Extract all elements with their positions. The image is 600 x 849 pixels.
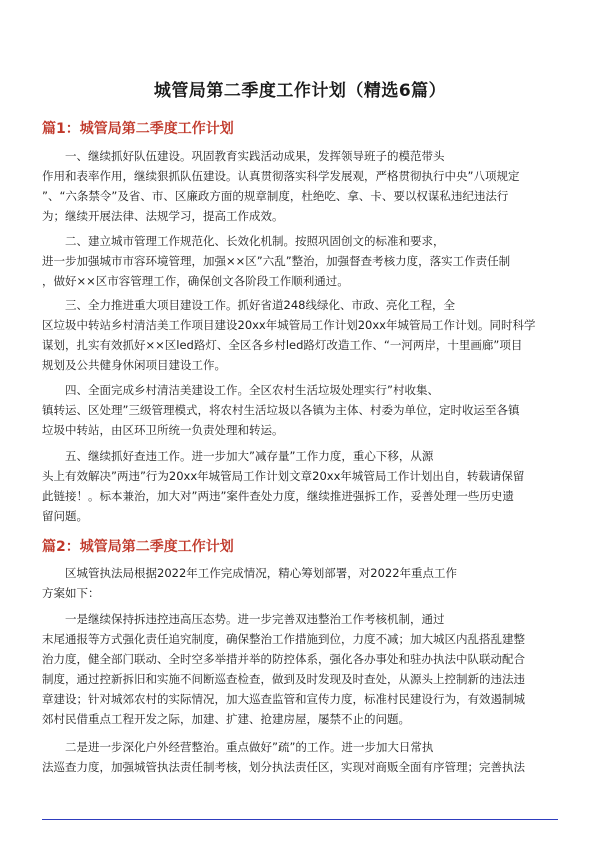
- text-line: 五、继续抓好查违工作。进一步加大”减存量”工作力度，重心下移，从源: [42, 449, 434, 463]
- text-line: 此链接！。标本兼治，加大对”两违”案件查处力度，继续推进强拆工作，妥善处理一些历史遗: [42, 489, 514, 503]
- text-line: 方案如下：: [42, 586, 100, 600]
- paragraph-1-3: [42, 295, 562, 375]
- text-line: 进一步加强城市市容环境管理，加强××区”六乱”整治，加强督查考核力度，落实工作责任制: [42, 254, 511, 268]
- text-line: 作用和表率作用，继续狠抓队伍建设。认真贯彻落实科学发展观，严格贯彻执行中央”八项规定: [42, 169, 520, 183]
- paragraph-2-3: [42, 737, 562, 777]
- text-line: 二是进一步深化户外经营整治。重点做好”疏”的工作。进一步加大日常执: [42, 740, 434, 754]
- text-line: 谋划，扎实有效抓好××区led路灯、全区各乡村led路灯改造工作、“一河两岸，十里画廊”项目: [42, 338, 523, 352]
- text-line: 一、继续抓好队伍建设。巩固教育实践活动成果，发挥领导班子的模范带头: [42, 149, 445, 163]
- paragraph-1-4: [42, 380, 562, 440]
- text-line: 章建设；针对城郊农村的实际情况，加大巡查监管和宣传力度，标准村民建设行为，有效遏制城: [42, 692, 525, 706]
- text-line: 区城管执法局根据2022年工作完成情况，精心筹划部署，对2022年重点工作: [42, 566, 458, 580]
- text-line: 头上有效解决”两违”行为20xx年城管局工作计划文章20xx年城管局工作计划出自，转载请保留: [42, 469, 525, 483]
- text-line: 留问题。: [42, 509, 88, 523]
- paragraph-1-5: [42, 446, 562, 526]
- text-line: ”、“六条禁令”及省、市、区廉政方面的规章制度，杜绝吃、拿、卡、要以权谋私违纪违法行: [42, 189, 509, 203]
- text-line: 规划及公共健身休闲项目建设工作。: [42, 358, 226, 372]
- text-line: 镇转运、区处理”三级管理模式，将农村生活垃圾以各镇为主体、村委为单位，定时收运至各镇: [42, 403, 520, 417]
- text-line: 郊村民借重点工程开发之际，加建、扩建、抢建房屋，屡禁不止的问题。: [42, 712, 410, 726]
- text-line: 区垃圾中转站乡村清洁美工作项目建设20xx年城管局工作计划20xx年城管局工作计划。同时科学: [42, 318, 536, 332]
- text-line: 垃圾中转站，由区环卫所统一负责处理和转运。: [42, 423, 284, 437]
- section-heading-2: 篇2：城管局第二季度工作计划: [42, 539, 234, 555]
- section-heading-1: 篇1：城管局第二季度工作计划: [42, 121, 234, 137]
- paragraph-1-2: [42, 231, 562, 291]
- text-line: 治力度，健全部门联动、全时空多举措并举的防控体系，强化各办事处和驻办执法中队联动配合: [42, 652, 525, 666]
- text-line: 一是继续保持拆违控违高压态势。进一步完善双违整治工作考核机制，通过: [42, 612, 445, 626]
- text-line: 四、全面完成乡村清洁美建设工作。全区农村生活垃圾处理实行”村收集、: [42, 383, 439, 397]
- text-line: ，做好××区市容管理工作，确保创文各阶段工作顺利通过。: [42, 274, 349, 288]
- paragraph-1-1: [42, 146, 562, 226]
- text-line: 末尾通报等方式强化责任追究制度，确保整治工作措施到位，力度不减；加大城区内乱搭乱建整: [42, 632, 525, 646]
- paragraph-2-2: [42, 609, 562, 729]
- paragraph-2-1: [42, 563, 562, 603]
- text-line: 二、建立城市管理工作规范化、长效化机制。按照巩固创文的标准和要求，: [42, 234, 445, 248]
- page-title: 城管局第二季度工作计划（精选6篇）: [153, 81, 447, 101]
- text-line: 法巡查力度，加强城管执法责任制考核，划分执法责任区，实现对商贩全面有序管理；完善执法: [42, 760, 525, 774]
- text-line: 三、全力推进重大项目建设工作。抓好省道248线绿化、市政、亮化工程，全: [42, 298, 455, 312]
- bottom-divider: [42, 819, 558, 820]
- text-line: 为；继续开展法律、法规学习，提高工作成效。: [42, 209, 284, 223]
- text-line: 制度，通过控新拆旧和实施不间断巡查检查，做到及时发现及时查处，从源头上控制新的违法违: [42, 672, 525, 686]
